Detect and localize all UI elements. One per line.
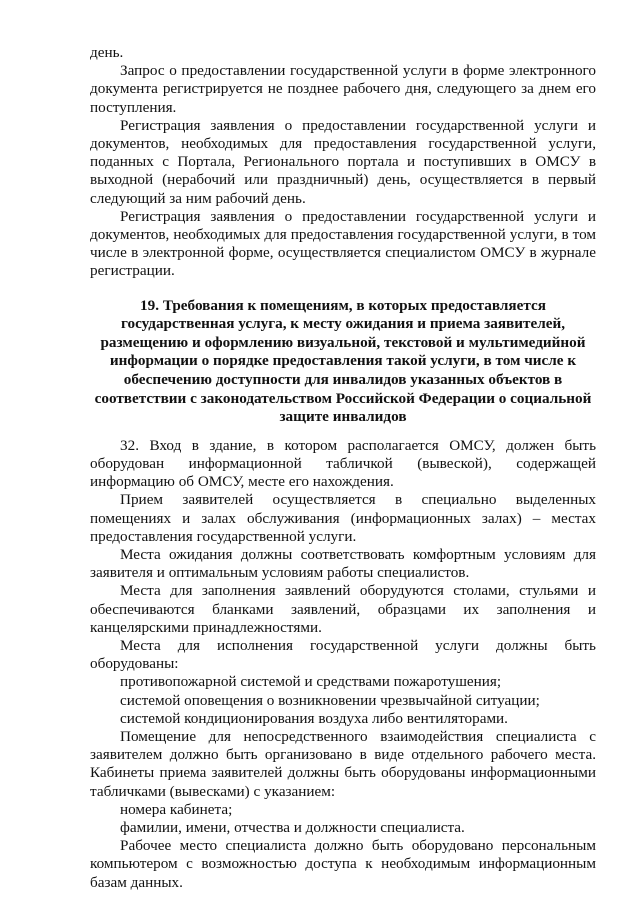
paragraph-workplace-room: Помещение для непосредственного взаимодействия специалиста с заявителем должно быть организовано в виде отдельного рабочего места. Кабинеты приема заявителей должны быть оборудованы информационными табличками (вывесками) с указанием: bbox=[90, 728, 596, 800]
list-item-specialist-name: фамилии, имени, отчества и должности специалиста. bbox=[120, 819, 465, 837]
paragraph-item-32: 32. Вход в здание, в котором располагается ОМСУ, должен быть оборудован информационной табличкой (вывеской), содержащей информацию об ОМСУ, месте его нахождения. bbox=[90, 436, 596, 491]
paragraph-electronic-request: Запрос о предоставлении государственной услуги в форме электронного документа регистрируется не позднее рабочего дня, следующего за днем его поступления. bbox=[90, 62, 596, 116]
paragraph-continuation: день. bbox=[90, 44, 124, 61]
paragraph-waiting-areas: Места ожидания должны соответствовать комфортным условиям для заявителя и оптимальным условиям работы специалистов. bbox=[90, 546, 596, 582]
paragraph-portal-registration: Регистрация заявления о предоставлении государственной услуги и документов, необходимых для предоставления государственной услуги, поданных с Портала, Регионального портала и поступивших в ОМСУ в выходной (нерабочий или праздничный) день, осуществляется в первый следующий за ним рабочий день. bbox=[90, 116, 596, 207]
list-item-fire-system: противопожарной системой и средствами пожаротушения; bbox=[120, 673, 502, 691]
paragraph-form-filling-areas: Места для заполнения заявлений оборудуются столами, стульями и обеспечиваются бланками заявлений, образцами их заполнения и канцелярскими принадлежностями. bbox=[90, 582, 596, 636]
paragraph-workplace-computer: Рабочее место специалиста должно быть оборудовано персональным компьютером с возможностью доступа к необходимым информационным базам данных. bbox=[90, 837, 596, 891]
paragraph-journal-registration: Регистрация заявления о предоставлении государственной услуги и документов, необходимых для предоставления государственной услуги, в том числе в электронной форме, осуществляется специалистом ОМСУ в журнале регистрации. bbox=[90, 207, 596, 280]
page-content bbox=[90, 44, 596, 892]
paragraph-equipment-intro: Места для исполнения государственной услуги должны быть оборудованы: bbox=[90, 637, 596, 673]
paragraph-reception-halls: Прием заявителей осуществляется в специально выделенных помещениях и залах обслуживания (информационных залах) – местах предоставления государственной услуги. bbox=[90, 491, 596, 545]
list-item-air-conditioning: системой кондиционирования воздуха либо вентиляторами. bbox=[120, 709, 508, 727]
section-heading-19: 19. Требования к помещениям, в которых предоставляется государственная услуга, к месту ожидания и приема заявителей, размещению и оформлению визуальной, текстовой и мультимедийной информации о порядке предоставления такой услуги, в том числе к обеспечению доступности для инвалидов указанных объектов в соответствии с законодательством Российской Федерации о социальной защите инвалидов bbox=[94, 296, 592, 426]
list-item-room-number: номера кабинета; bbox=[120, 800, 233, 818]
list-item-alert-system: системой оповещения о возникновении чрезвычайной ситуации; bbox=[120, 691, 540, 709]
